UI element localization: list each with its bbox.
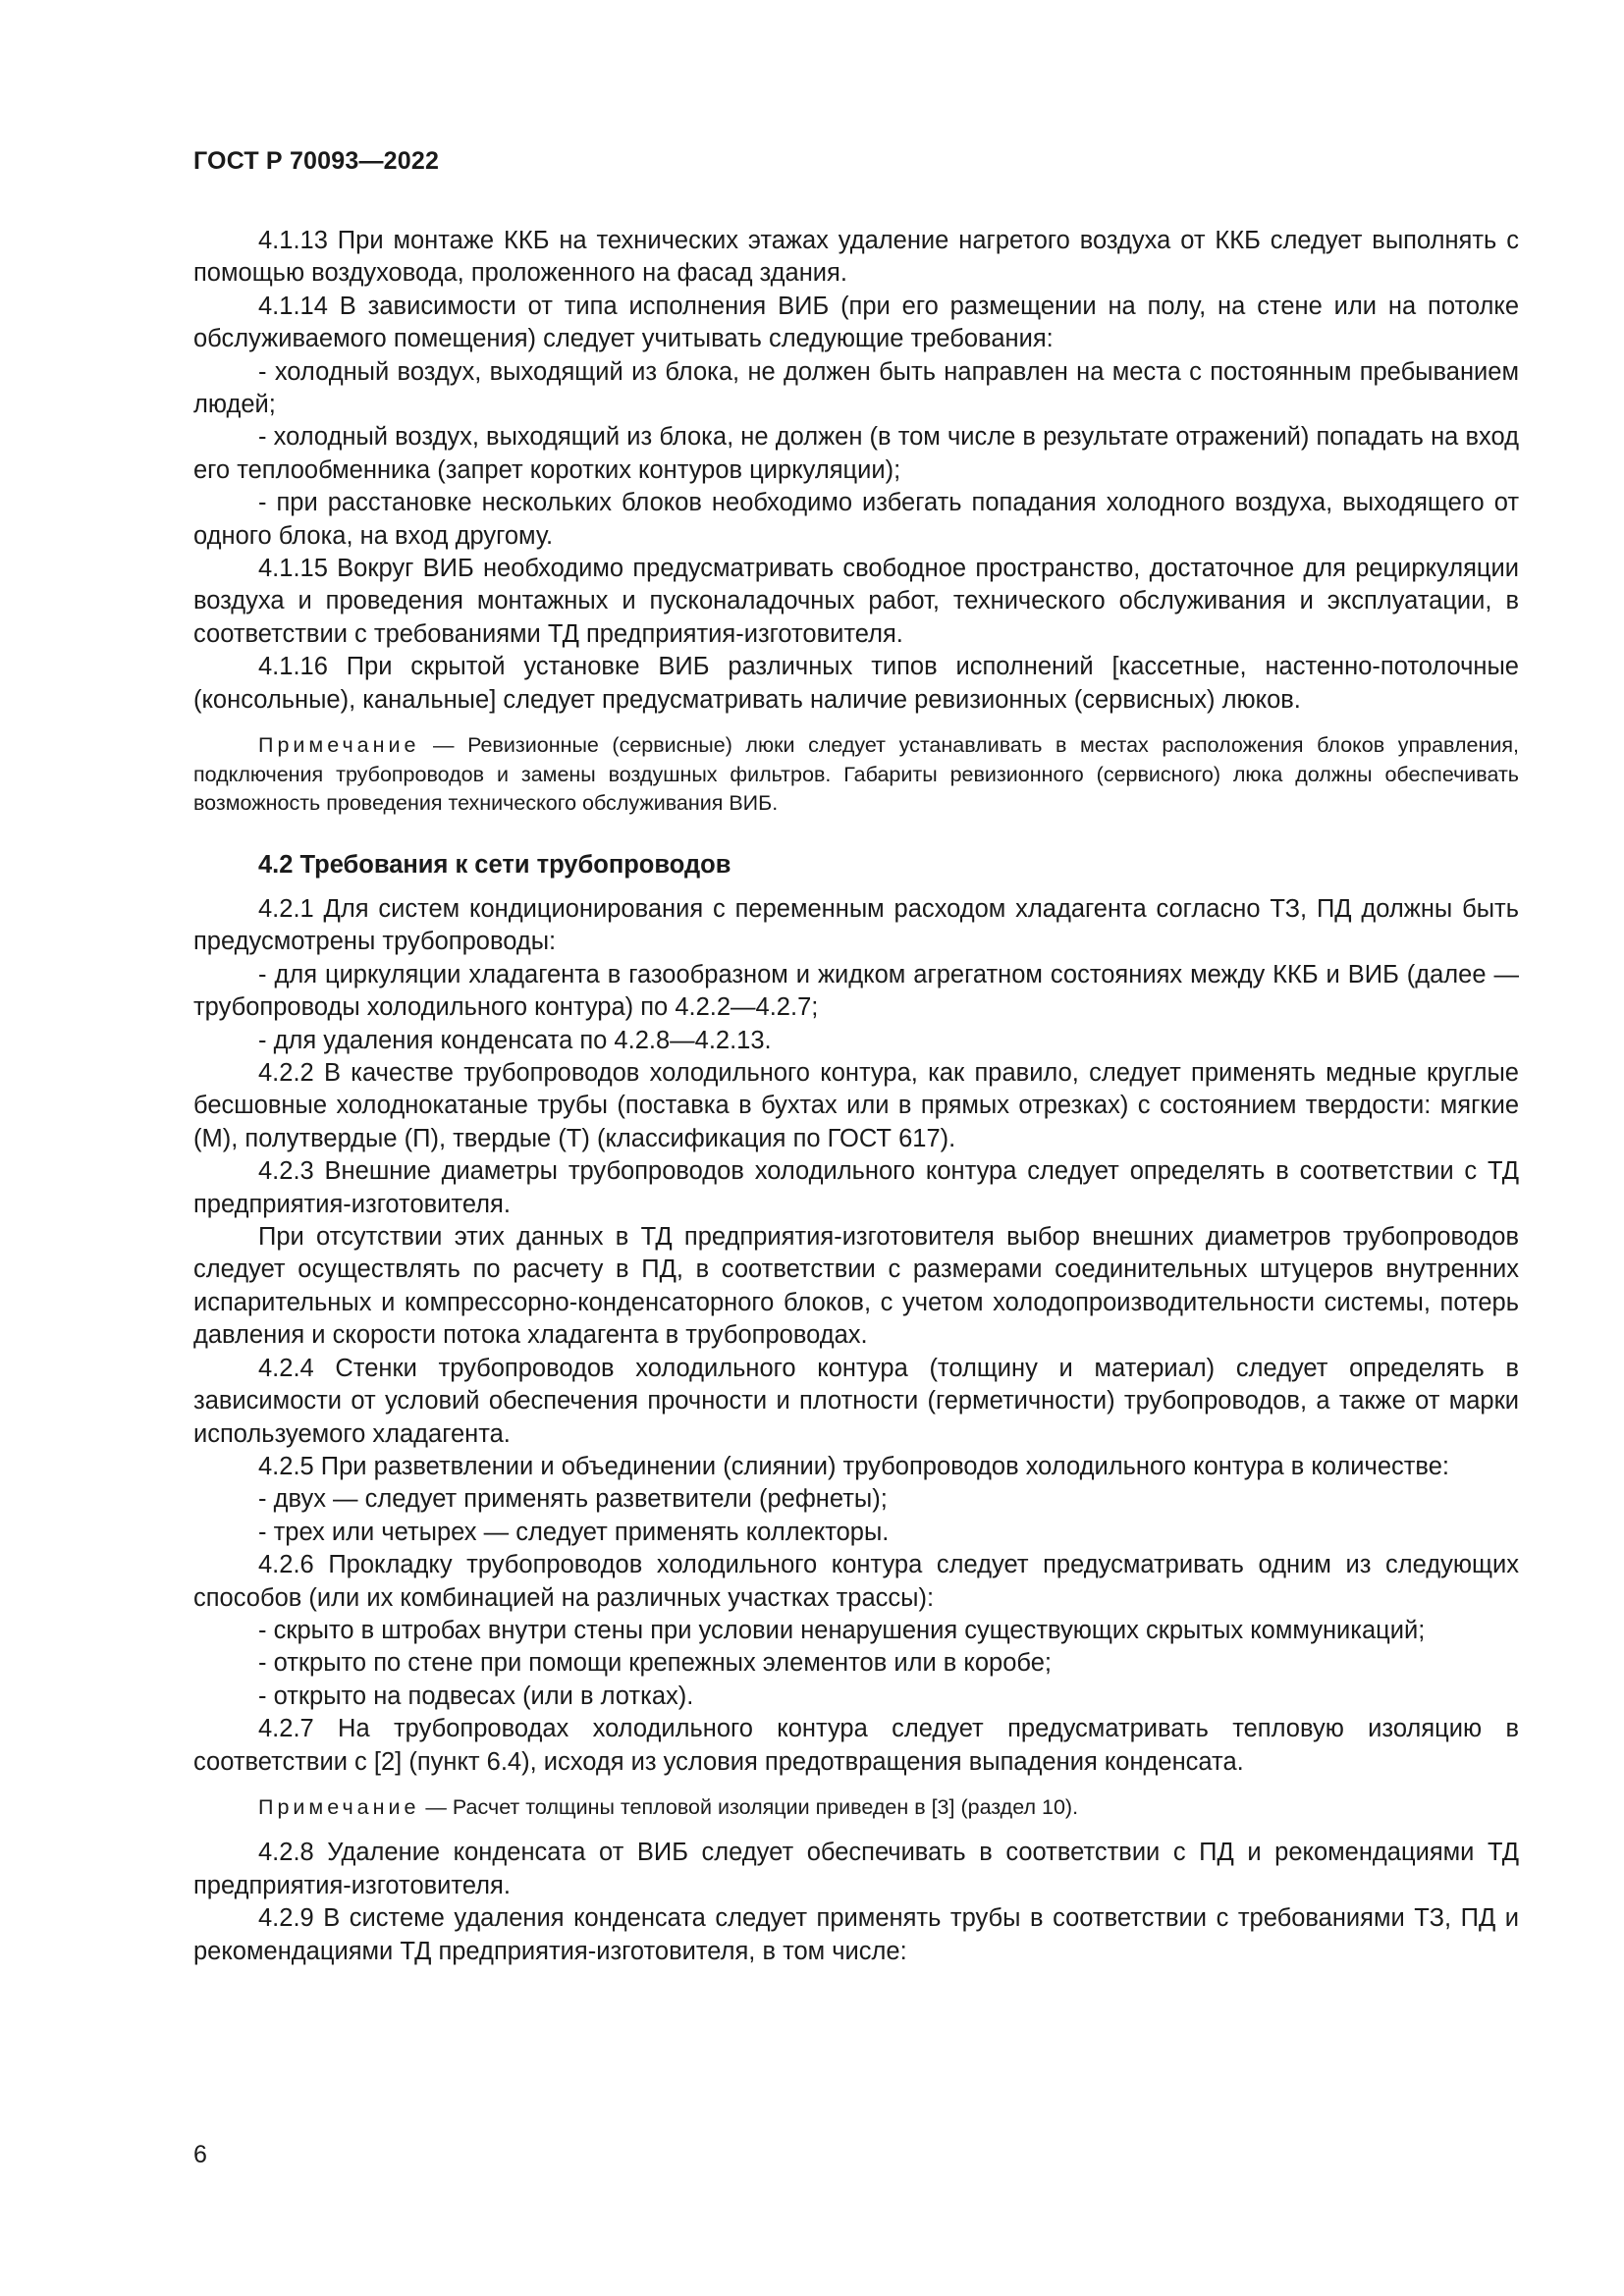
paragraph-4-2-3: 4.2.3 Внешние диаметры трубопроводов холодильного контура следует определять в соответствии с ТД предприятия-изготовителя. bbox=[193, 1157, 1519, 1218]
note-inspection-hatches bbox=[193, 731, 1519, 819]
paragraph-4-1-13: 4.1.13 При монтаже ККБ на технических этажах удаление нагретого воздуха от ККБ следует выполнять с помощью воздуховода, проложенного на фасад здания. bbox=[193, 227, 1519, 288]
list-item: - при расстановке нескольких блоков необходимо избегать попадания холодного воздуха, выходящего от одного блока, на вход другому. bbox=[193, 489, 1519, 550]
paragraph-4-2-2: 4.2.2 В качестве трубопроводов холодильного контура, как правило, следует применять медные круглые бесшовные холоднокатаные трубы (поставка в бухтах или в прямых отрезках) с состоянием твердости: мягкие (М), полутвердые (П), твердые (Т) (классификация по ГОСТ 617). bbox=[193, 1059, 1519, 1152]
document-body bbox=[193, 225, 1519, 1968]
paragraph-4-2-3-cont: При отсутствии этих данных в ТД предприятия-изготовителя выбор внешних диаметров трубопроводов следует осуществлять по расчету в ПД, в соответствии с размерами соединительных штуцеров внутренних испарительных и компрессорно-конденсаторного блоков, с учетом холодопроизводительности системы, потерь давления и скорости потока хладагента в трубопроводах. bbox=[193, 1223, 1519, 1350]
note-text: — Расчет толщины тепловой изоляции приведен в [3] (раздел 10). bbox=[419, 1794, 1079, 1819]
note-insulation bbox=[193, 1793, 1519, 1823]
list-item: - холодный воздух, выходящий из блока, не должен быть направлен на места с постоянным пребыванием людей; bbox=[193, 357, 1519, 419]
list-item: - для удаления конденсата по 4.2.8—4.2.13. bbox=[258, 1026, 772, 1054]
list-item: - двух — следует применять разветвители (рефнеты); bbox=[258, 1485, 888, 1514]
note-text: — Ревизионные (сервисные) люки следует устанавливать в местах расположения блоков управления, подключения трубопроводов и замены воздушных фильтров. Габариты ревизионного (сервисного) люка должны обеспечивать возможность проведения технического обслуживания ВИБ. bbox=[193, 733, 1519, 816]
note-label: Примечание bbox=[258, 733, 420, 758]
list-item: - для циркуляции хладагента в газообразном и жидком агрегатном состояниях между ККБ и ВИБ (далее — трубопроводы холодильного контура) по 4.2.2—4.2.7; bbox=[193, 960, 1519, 1022]
list-item: - трех или четырех — следует применять коллекторы. bbox=[258, 1518, 890, 1546]
paragraph-4-2-5: 4.2.5 При разветвлении и объединении (слиянии) трубопроводов холодильного контура в количестве: bbox=[258, 1452, 1449, 1480]
list-item: - холодный воздух, выходящий из блока, не должен (в том числе в результате отражений) попадать на вход его теплообменника (запрет коротких контуров циркуляции); bbox=[193, 423, 1519, 484]
paragraph-4-2-1: 4.2.1 Для систем кондиционирования с переменным расходом хладагента согласно ТЗ, ПД должны быть предусмотрены трубопроводы: bbox=[193, 895, 1519, 956]
paragraph-4-1-15: 4.1.15 Вокруг ВИБ необходимо предусматривать свободное пространство, достаточное для рециркуляции воздуха и проведения монтажных и пусконаладочных работ, технического обслуживания и эксплуатации, в соответствии с требованиями ТД предприятия-изготовителя. bbox=[193, 555, 1519, 648]
paragraph-4-2-8: 4.2.8 Удаление конденсата от ВИБ следует обеспечивать в соответствии с ПД и рекомендациями ТД предприятия-изготовителя. bbox=[193, 1839, 1519, 1899]
paragraph-4-2-4: 4.2.4 Стенки трубопроводов холодильного контура (толщину и материал) следует определять в зависимости от условий обеспечения прочности и плотности (герметичности) трубопроводов, а также от марки используемого хладагента. bbox=[193, 1354, 1519, 1448]
list-item: - скрыто в штробах внутри стены при условии ненарушения существующих скрытых коммуникаций; bbox=[258, 1616, 1426, 1644]
section-title-4-2: 4.2 Требования к сети трубопроводов bbox=[258, 850, 731, 879]
paragraph-4-2-7: 4.2.7 На трубопроводах холодильного контура следует предусматривать тепловую изоляцию в соответствии с [2] (пункт 6.4), исходя из условия предотвращения выпадения конденсата. bbox=[193, 1715, 1519, 1776]
paragraph-4-2-9: 4.2.9 В системе удаления конденсата следует применять трубы в соответствии с требованиями ТЗ, ПД и рекомендациями ТД предприятия-изготовителя, в том числе: bbox=[193, 1904, 1519, 1965]
paragraph-4-1-14: 4.1.14 В зависимости от типа исполнения ВИБ (при его размещении на полу, на стене или на потолке обслуживаемого помещения) следует учитывать следующие требования: bbox=[193, 292, 1519, 353]
page-number: 6 bbox=[193, 2141, 207, 2168]
document-header: ГОСТ Р 70093—2022 bbox=[193, 147, 440, 175]
paragraph-4-2-6: 4.2.6 Прокладку трубопроводов холодильного контура следует предусматривать одним из следующих способов (или их комбинацией на различных участках трассы): bbox=[193, 1551, 1519, 1612]
note-label: Примечание bbox=[258, 1794, 420, 1819]
list-item: - открыто по стене при помощи крепежных элементов или в коробе; bbox=[258, 1649, 1052, 1678]
list-item: - открыто на подвесах (или в лотках). bbox=[258, 1682, 694, 1710]
paragraph-4-1-16: 4.1.16 При скрытой установке ВИБ различных типов исполнений [кассетные, настенно-потолочные (консольные), канальные] следует предусматривать наличие ревизионных (сервисных) люков. bbox=[193, 653, 1519, 714]
